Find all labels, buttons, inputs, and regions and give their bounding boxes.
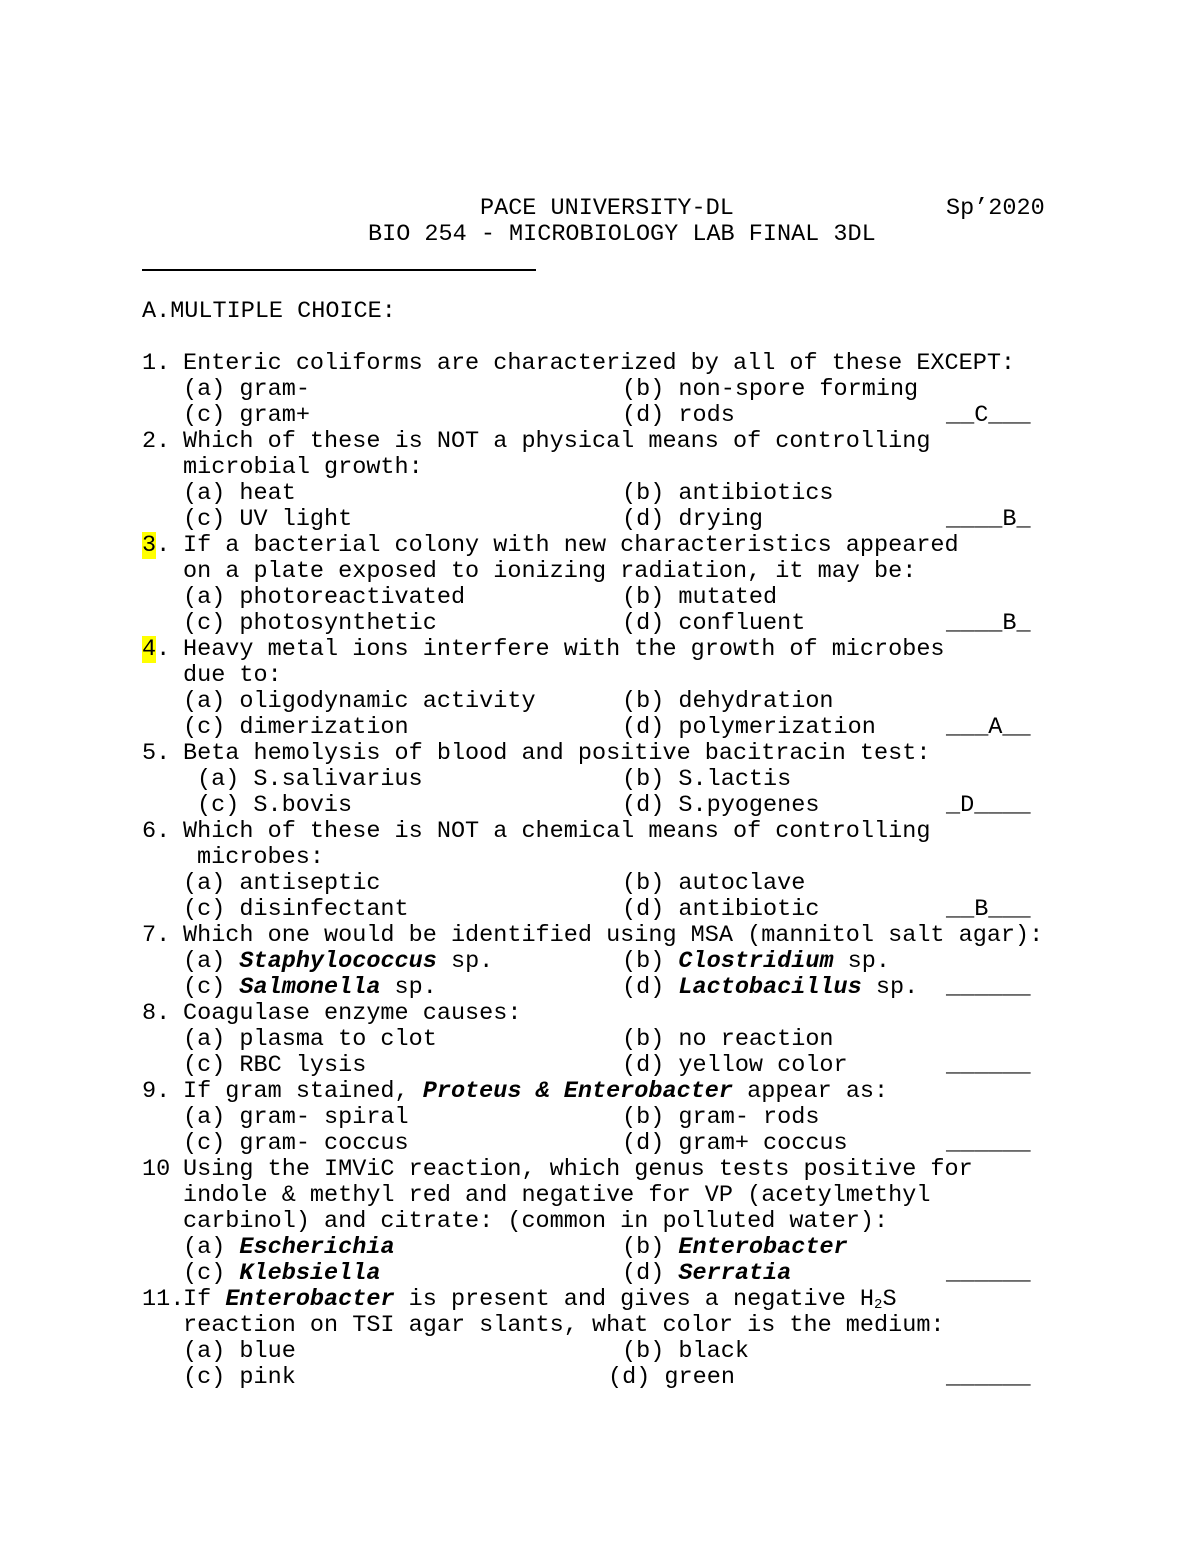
genus-name: Klebsiella xyxy=(239,1260,381,1287)
subscript: 2 xyxy=(874,1297,883,1313)
option-c xyxy=(183,975,437,1001)
option-d xyxy=(622,975,918,1001)
option-prefix: (b) xyxy=(622,948,679,975)
question-stem: Coagulase enzyme causes: xyxy=(183,1000,522,1027)
option-c xyxy=(183,1261,380,1287)
question-stem-cont: on a plate exposed to ionizing radiation, it may be: xyxy=(183,558,917,585)
option-prefix: (a) xyxy=(183,948,240,975)
number-highlight: 4 xyxy=(142,636,157,663)
section-title: A.MULTIPLE CHOICE: xyxy=(142,298,396,325)
question-stem-cont: due to: xyxy=(183,662,282,689)
university-title: PACE UNIVERSITY-DL xyxy=(480,195,734,222)
option-c: (c) UV light xyxy=(183,506,353,533)
option-suffix: sp. xyxy=(380,974,437,1001)
genus-name: Clostridium xyxy=(678,948,834,975)
option-d: (d) polymerization xyxy=(622,714,876,741)
option-a: (a) heat xyxy=(183,480,296,507)
question-stem-cont: indole & methyl red and negative for VP (acetylmethyl xyxy=(183,1182,931,1209)
option-prefix: (d) xyxy=(622,974,679,1001)
question-stem-cont: microbial growth: xyxy=(183,454,423,481)
question-stem: Enteric coliforms are characterized by all of these EXCEPT: xyxy=(183,350,1016,377)
option-a: (a) gram- xyxy=(183,376,310,403)
option-suffix: sp. xyxy=(436,948,494,975)
option-b: (b) no reaction xyxy=(622,1026,834,1053)
option-d: (d) green xyxy=(608,1364,735,1391)
option-d: (d) S.pyogenes xyxy=(622,792,820,819)
option-c: (c) gram- coccus xyxy=(183,1130,409,1157)
option-b: (b) black xyxy=(622,1338,749,1365)
option-c: (c) pink xyxy=(183,1364,296,1391)
option-b: (b) antibiotics xyxy=(622,480,834,507)
question-stem xyxy=(183,1079,888,1105)
question-stem: Which of these is NOT a physical means of controlling xyxy=(183,428,931,455)
answer-blank: ______ xyxy=(946,1130,1031,1157)
option-d: (d) antibiotic xyxy=(622,896,820,923)
option-c: (c) dimerization xyxy=(183,714,409,741)
question-number: 4. xyxy=(142,636,171,663)
question-stem: Which one would be identified using MSA (mannitol salt agar): xyxy=(183,922,1044,949)
answer-blank: ______ xyxy=(946,1364,1031,1391)
option-a xyxy=(183,949,493,975)
question-number: 2. xyxy=(142,428,171,455)
stem-end: S xyxy=(882,1286,897,1313)
option-suffix: sp. xyxy=(833,948,890,975)
answer-blank: ______ xyxy=(946,1260,1031,1287)
answer-blank: ___A__ xyxy=(946,714,1031,741)
number-highlight: 3 xyxy=(142,532,157,559)
option-b: (b) autoclave xyxy=(622,870,806,897)
genus-name: Salmonella xyxy=(239,974,381,1001)
question-number: 3. xyxy=(142,532,171,559)
answer-blank: _D____ xyxy=(946,792,1031,819)
question-number: 8. xyxy=(142,1000,171,1027)
question-number: 9. xyxy=(142,1078,171,1105)
genus-names: Proteus & Enterobacter xyxy=(422,1078,734,1105)
question-stem-cont: microbes: xyxy=(197,844,324,871)
option-prefix: (b) xyxy=(622,1234,679,1261)
question-number: 5. xyxy=(142,740,171,767)
stem-mid: is present and gives a negative H xyxy=(394,1286,875,1313)
option-b: (b) gram- rods xyxy=(622,1104,820,1131)
question-stem xyxy=(183,1287,897,1313)
genus-name: Staphylococcus xyxy=(239,948,437,975)
genus-name: Enterobacter xyxy=(225,1286,395,1313)
answer-blank: ______ xyxy=(946,1052,1031,1079)
option-prefix: (c) xyxy=(183,1260,240,1287)
option-prefix: (a) xyxy=(183,1234,240,1261)
genus-name: Lactobacillus xyxy=(678,974,862,1001)
question-stem: Beta hemolysis of blood and positive bacitracin test: xyxy=(183,740,931,767)
option-a: (a) plasma to clot xyxy=(183,1026,437,1053)
question-stem: If a bacterial colony with new characteristics appeared xyxy=(183,532,959,559)
genus-name: Escherichia xyxy=(239,1234,395,1261)
option-a xyxy=(183,1235,395,1261)
answer-blank: ______ xyxy=(946,974,1031,1001)
option-d: (d) rods xyxy=(622,402,735,429)
option-b: (b) dehydration xyxy=(622,688,834,715)
question-stem: Which of these is NOT a chemical means of controlling xyxy=(183,818,931,845)
option-suffix: sp. xyxy=(861,974,919,1001)
title-underline xyxy=(142,269,536,271)
question-number: 7. xyxy=(142,922,171,949)
option-c: (c) disinfectant xyxy=(183,896,409,923)
question-number: 1. xyxy=(142,350,171,377)
option-prefix: (d) xyxy=(622,1260,679,1287)
answer-blank: ____B_ xyxy=(946,610,1031,637)
option-b xyxy=(622,1235,848,1261)
option-d: (d) drying xyxy=(622,506,764,533)
course-title: BIO 254 - MICROBIOLOGY LAB FINAL 3DL xyxy=(368,221,876,248)
genus-name: Serratia xyxy=(678,1260,792,1287)
option-c: (c) gram+ xyxy=(183,402,310,429)
question-number: 11. xyxy=(142,1286,185,1313)
option-a: (a) antiseptic xyxy=(183,870,381,897)
question-stem: Heavy metal ions interfere with the growth of microbes xyxy=(183,636,945,663)
question-stem-cont: carbinol) and citrate: (common in polluted water): xyxy=(183,1208,889,1235)
option-a: (a) oligodynamic activity xyxy=(183,688,536,715)
answer-blank: __B___ xyxy=(946,896,1031,923)
option-b: (b) S.lactis xyxy=(622,766,792,793)
question-stem-cont: reaction on TSI agar slants, what color is the medium: xyxy=(183,1312,945,1339)
stem-suffix: appear as: xyxy=(733,1078,889,1105)
option-d: (d) yellow color xyxy=(622,1052,848,1079)
option-d: (d) gram+ coccus xyxy=(622,1130,848,1157)
option-d: (d) confluent xyxy=(622,610,806,637)
genus-name: Enterobacter xyxy=(678,1234,848,1261)
question-number: 6. xyxy=(142,818,171,845)
option-prefix: (c) xyxy=(183,974,240,1001)
stem-prefix: If gram stained, xyxy=(183,1078,423,1105)
stem-prefix: If xyxy=(183,1286,226,1313)
answer-blank: ____B_ xyxy=(946,506,1031,533)
question-stem: Using the IMViC reaction, which genus tests positive for xyxy=(183,1156,973,1183)
option-b: (b) non-spore forming xyxy=(622,376,919,403)
option-c: (c) S.bovis xyxy=(197,792,353,819)
term-label: Sp’2020 xyxy=(946,195,1045,222)
option-a: (a) gram- spiral xyxy=(183,1104,409,1131)
option-a: (a) blue xyxy=(183,1338,296,1365)
option-b xyxy=(622,949,890,975)
option-a: (a) S.salivarius xyxy=(197,766,423,793)
option-a: (a) photoreactivated xyxy=(183,584,466,611)
question-number: 10 xyxy=(142,1156,171,1183)
option-c: (c) RBC lysis xyxy=(183,1052,367,1079)
option-c: (c) photosynthetic xyxy=(183,610,437,637)
option-b: (b) mutated xyxy=(622,584,778,611)
option-d xyxy=(622,1261,791,1287)
answer-blank: __C___ xyxy=(946,402,1031,429)
